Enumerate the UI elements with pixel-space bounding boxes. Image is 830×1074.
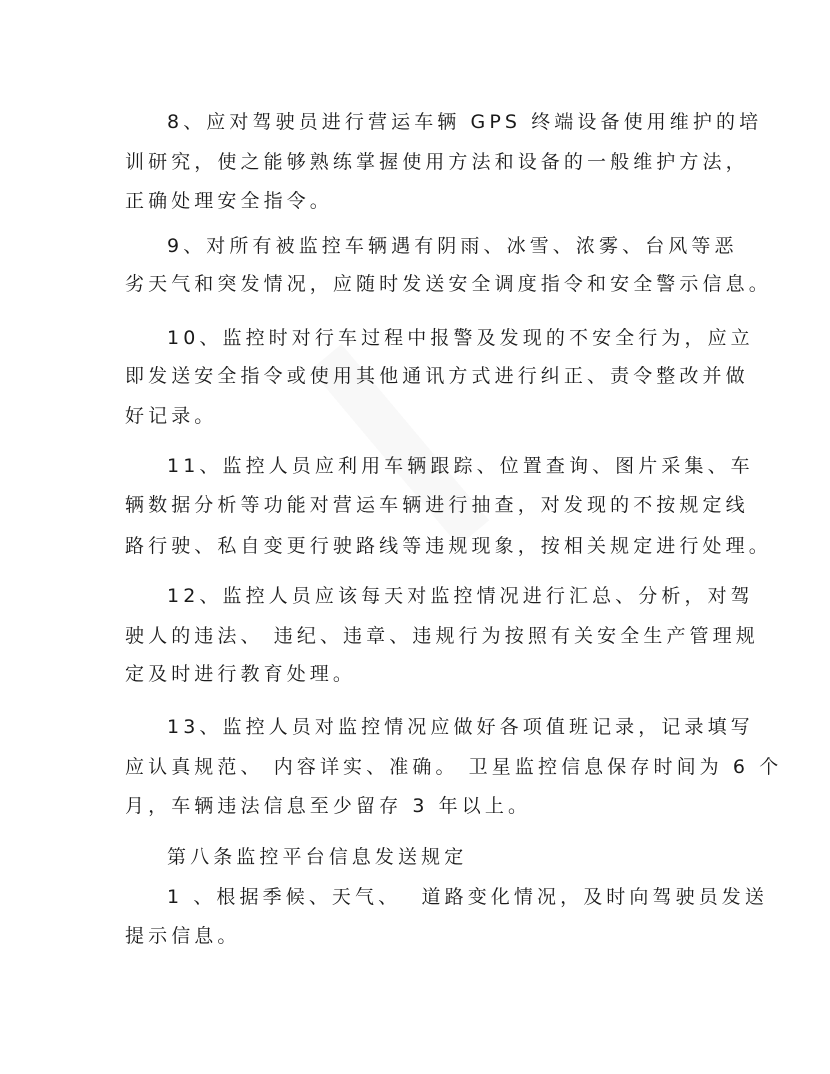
text-line: 驶人的违法、 违纪、违章、违规行为按照有关安全生产管理规 [125, 625, 759, 647]
text-line: 月，车辆违法信息至少留存 3 年以上。 [125, 795, 532, 817]
text-line: 定及时进行教育处理。 [125, 663, 357, 685]
text-line: 正确处理安全指令。 [125, 190, 333, 212]
text-line: 9、对所有被监控车辆遇有阴雨、冰雪、浓雾、台风等恶 [167, 235, 738, 257]
text-line: 辆数据分析等功能对营运车辆进行抽查，对发现的不按规定线 [125, 494, 749, 516]
text-line: 8、应对驾驶员进行营运车辆 GPS 终端设备使用维护的培 [167, 111, 763, 133]
text-line: 第八条监控平台信息发送规定 [167, 846, 468, 868]
text-line: 路行驶、私自变更行驶路线等违规现象，按相关规定进行处理。 [125, 535, 772, 557]
text-line: 劣天气和突发情况，应随时发送安全调度指令和安全警示信息。 [125, 273, 772, 295]
text-line: 提示信息。 [125, 925, 241, 947]
text-line: 12、监控人员应该每天对监控情况进行汇总、分析，对驾 [167, 585, 754, 607]
text-line: 13、监控人员对监控情况应做好各项值班记录，记录填写 [167, 716, 754, 738]
text-line: 训研究，使之能够熟练掌握使用方法和设备的一般维护方法， [125, 151, 749, 173]
text-line: 即发送安全指令或使用其他通讯方式进行纠正、责令整改并做 [125, 365, 749, 387]
text-line: 好记录。 [125, 405, 218, 427]
text-line: 11、监控人员应利用车辆跟踪、位置查询、图片采集、车 [167, 455, 754, 477]
text-line: 10、监控时对行车过程中报警及发现的不安全行为，应立 [167, 327, 754, 349]
text-line: 1 、根据季候、天气、 道路变化情况，及时向驾驶员发送 [167, 886, 769, 908]
text-line: 应认真规范、 内容详实、准确。 卫星监控信息保存时间为 6 个 [125, 756, 783, 778]
